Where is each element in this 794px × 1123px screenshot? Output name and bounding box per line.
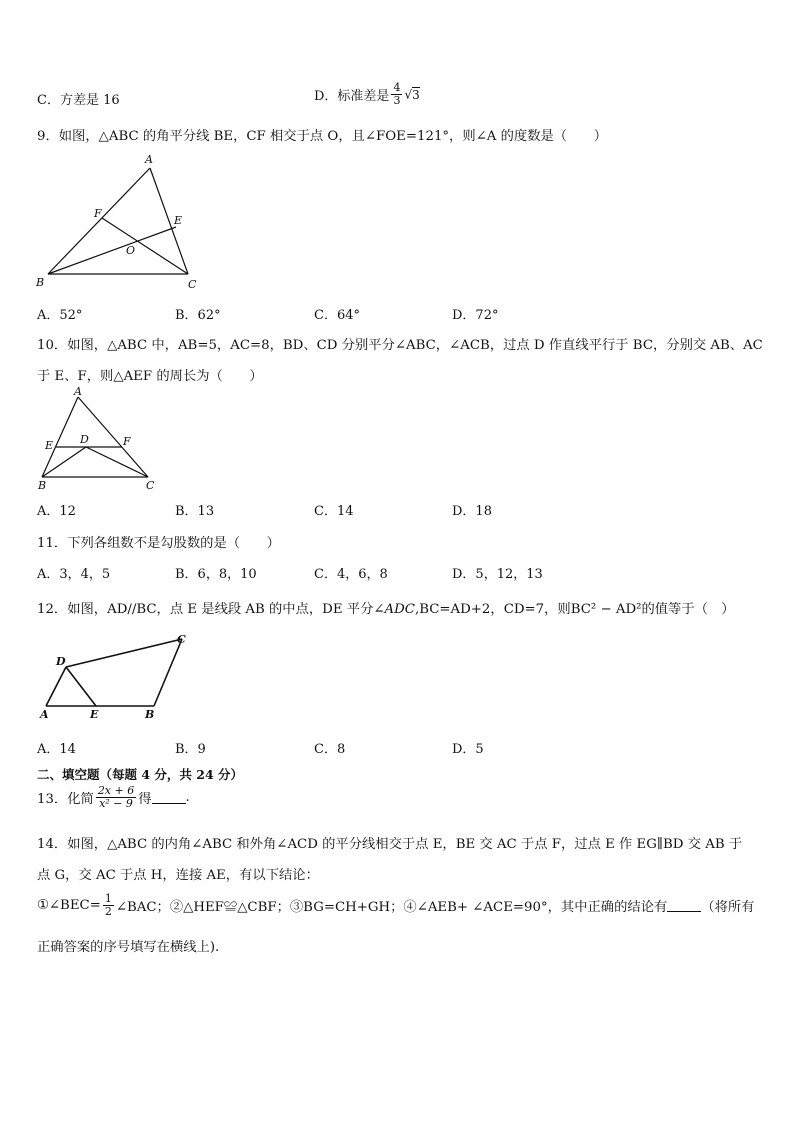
frac-denominator: x² − 9 — [99, 797, 133, 810]
q11-option-b: B．6，8，10 — [175, 567, 257, 582]
q14-line3-a: ①∠BEC= — [37, 898, 101, 913]
q12-option-c: C．8 — [314, 742, 346, 757]
q10-label-c: C — [146, 479, 155, 492]
q14-question-line1: 14．如图，△ABC 的内角∠ABC 和外角∠ACD 的平分线相交于点 E，BE 交 AC 于点 F，过点 E 作 EG∥BD 交 AB 于 — [37, 837, 743, 852]
q12-label-a: A — [40, 708, 49, 721]
q14-fraction — [103, 893, 114, 918]
q13-prefix: 13．化简 — [37, 792, 94, 807]
q10-label-b: B — [38, 479, 47, 492]
q10-option-a: A．12 — [37, 504, 76, 519]
q13-answer-blank[interactable] — [152, 791, 186, 804]
q10-option-b: B．13 — [175, 504, 215, 519]
q12-angle: ∠ADC — [373, 602, 415, 617]
frac-denominator: 3 — [393, 94, 401, 107]
q9-option-b: B．62° — [175, 308, 221, 323]
q9-bisector-be — [48, 227, 176, 274]
q13-suffix: 得 — [138, 792, 152, 807]
q11-option-d: D．5，12，13 — [452, 567, 543, 582]
q9-side-ac — [150, 168, 188, 274]
q12-line-de — [66, 667, 96, 706]
q9-label-e: E — [174, 214, 183, 227]
frac-denominator: 2 — [104, 905, 112, 918]
q10-label-a: A — [74, 385, 82, 398]
q13-fraction — [96, 785, 136, 810]
q12-option-b: B．9 — [175, 742, 206, 757]
q14-line3-b: ∠BAC；②△HEF≌△CBF；③BG=CH+GH；④∠AEB+ ∠ACE=90°，其中正确的结论有 — [115, 900, 668, 915]
q8-option-c: C．方差是 16 — [37, 93, 120, 108]
q9-option-c: C．64° — [314, 308, 360, 323]
q10-triangle-figure — [30, 385, 170, 495]
q12-trapezoid-figure — [30, 630, 200, 725]
sqrt-icon: √ — [404, 87, 413, 102]
q12-label-c: C — [177, 633, 186, 646]
section-heading-fill-in: 二、填空题（每题 4 分，共 24 分） — [37, 767, 244, 782]
q11-question-text: 11．下列各组数不是勾股数的是（ ） — [37, 536, 280, 551]
q9-label-o: O — [126, 244, 136, 257]
q14-question-line4: 正确答案的序号填写在横线上). — [37, 940, 220, 955]
q9-label-a: A — [145, 153, 153, 166]
q12-question-text — [37, 598, 735, 617]
q10-question-line1: 10．如图，△ABC 中，AB=5，AC=8，BD、CD 分别平分∠ABC，∠ACB，过点 D 作直线平行于 BC，分别交 AB、AC — [37, 338, 763, 353]
q10-question-line2: 于 E、F，则△AEF 的周长为（ ） — [37, 369, 263, 384]
frac-numerator: 1 — [104, 892, 112, 905]
q14-answer-blank[interactable] — [667, 899, 701, 912]
q9-question-text: 9．如图，△ABC 的角平分线 BE，CF 相交于点 O，且∠FOE=121°，则∠A 的度数是（ ） — [37, 129, 607, 144]
q8-option-d — [314, 82, 420, 107]
q12-label-d: D — [56, 655, 66, 668]
q12-label-e: E — [90, 708, 99, 721]
q10-option-c: C．14 — [314, 504, 354, 519]
q14-question-line3 — [37, 893, 754, 918]
q10-label-f: F — [123, 435, 131, 448]
q8-option-d-root: 3 — [412, 87, 420, 102]
q8-option-d-prefix: D．标准差是 — [314, 89, 390, 104]
q11-option-c: C．4，6，8 — [314, 567, 388, 582]
q12-side-ad — [46, 667, 66, 706]
q12-side-dc — [66, 639, 182, 667]
q9-side-ab — [48, 168, 150, 274]
q10-label-e: E — [45, 439, 54, 452]
q9-label-f: F — [94, 207, 102, 220]
q8-option-d-fraction — [391, 82, 402, 107]
q9-triangle-figure — [30, 150, 210, 295]
q12-text-c: 的值等于（ ） — [641, 602, 735, 617]
q11-option-a: A．3，4，5 — [37, 567, 111, 582]
q10-line-cd — [86, 447, 148, 477]
q9-label-c: C — [188, 278, 197, 291]
q9-label-b: B — [36, 276, 45, 289]
q12-text-a: 12．如图，AD//BC，点 E 是线段 AB 的中点，DE 平分 — [37, 602, 374, 617]
q12-option-a: A．14 — [37, 742, 76, 757]
q14-question-line2: 点 G，交 AC 于点 H，连接 AE，有以下结论： — [37, 868, 319, 883]
q10-option-d: D．18 — [452, 504, 492, 519]
q12-expression: BC² − AD² — [570, 602, 642, 617]
frac-numerator: 2x + 6 — [97, 784, 135, 797]
q10-label-d: D — [80, 433, 89, 446]
q12-side-cb — [154, 639, 182, 706]
q13-question-text — [37, 785, 190, 810]
q13-end: . — [185, 790, 190, 805]
q12-label-b: B — [145, 708, 155, 721]
q9-option-d: D．72° — [452, 308, 499, 323]
q12-option-d: D．5 — [452, 742, 484, 757]
q9-option-a: A．52° — [37, 308, 83, 323]
q12-text-b: ,BC=AD+2，CD=7，则 — [414, 602, 571, 617]
q14-line3-c: （将所有 — [701, 900, 755, 915]
frac-numerator: 4 — [393, 81, 401, 94]
